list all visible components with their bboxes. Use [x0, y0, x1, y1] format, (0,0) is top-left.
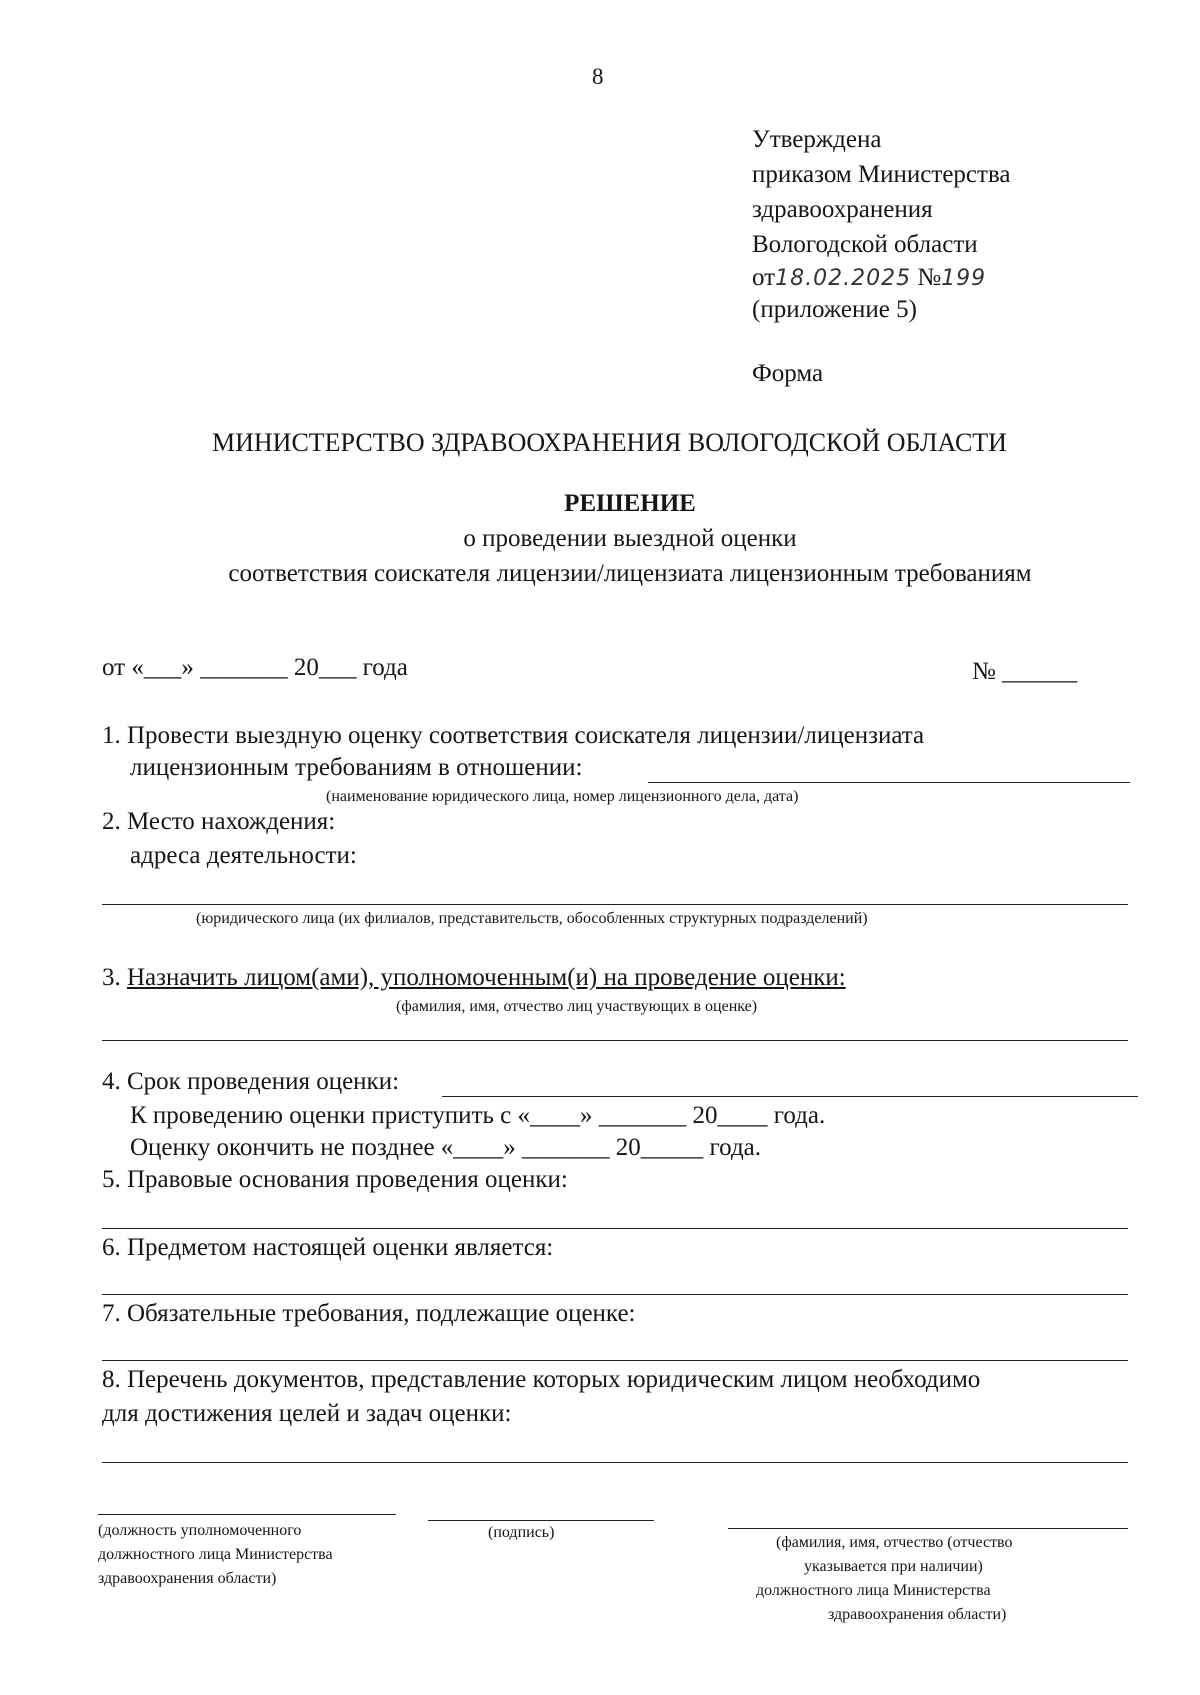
- item-4-line-3: Оценку окончить не позднее «____» _______ 20_____ года.: [130, 1134, 762, 1161]
- signature-name-caption-4: здравоохранения области): [828, 1606, 1007, 1623]
- signature-name-caption-2: указывается при наличии): [804, 1558, 983, 1575]
- signature-name-caption-1: (фамилия, имя, отчество (отчество: [776, 1534, 1013, 1551]
- item-4-line-1: 4. Срок проведения оценки:: [102, 1068, 400, 1095]
- item-1-fill-line: [648, 782, 1130, 783]
- approval-line-1: Утверждена: [752, 126, 882, 153]
- item-3: [102, 964, 846, 992]
- item-1-caption: (наименование юридического лица, номер лицензионного дела, дата): [326, 788, 799, 805]
- item-2-caption: (юридического лица (их филиалов, представительств, обособленных структурных подразделений): [196, 910, 868, 927]
- item-7: 7. Обязательные требования, подлежащие оценке:: [102, 1300, 636, 1327]
- document-subtitle-2: соответствия соискателя лицензии/лицензиата лицензионным требованиям: [228, 560, 1032, 587]
- item-7-fill-line: [102, 1360, 1128, 1361]
- signature-position-caption-2: должностного лица Министерства: [98, 1546, 333, 1563]
- item-4-line-2: К проведению оценки приступить с «____» _______ 20____ года.: [130, 1102, 826, 1129]
- item-2-fill-line: [102, 904, 1128, 905]
- item-2-line-2: адреса деятельности:: [130, 842, 357, 869]
- date-row: от «___» _______ 20___ года: [102, 654, 408, 681]
- signature-position-caption-1: (должность уполномоченного: [98, 1522, 302, 1539]
- item-3-fill-line: [102, 1040, 1128, 1041]
- item-3-caption: (фамилия, имя, отчество лиц участвующих в оценке): [396, 998, 758, 1015]
- signature-sign-line: [428, 1520, 654, 1521]
- approval-number-prefix: №: [917, 264, 942, 291]
- page-number: 8: [592, 64, 604, 89]
- item-2-line-1: 2. Место нахождения:: [102, 808, 336, 835]
- document-subtitle-1: о проведении выездной оценки: [463, 525, 797, 552]
- signature-name-caption-3: должностного лица Министерства: [756, 1582, 991, 1599]
- item-3-number: 3.: [102, 964, 127, 991]
- signature-position-line: [98, 1514, 396, 1515]
- approval-line-4: Вологодской области: [752, 231, 978, 258]
- number-row: № ______: [972, 658, 1078, 685]
- approval-date-prefix: от: [752, 264, 776, 291]
- document-title: РЕШЕНИЕ: [564, 490, 696, 517]
- item-8-line-1: 8. Перечень документов, представление которых юридическим лицом необходимо: [102, 1366, 981, 1393]
- item-5-fill-line: [102, 1228, 1128, 1229]
- approval-number-handwritten: 199: [941, 266, 987, 291]
- item-4-fill-line: [442, 1096, 1138, 1097]
- item-6-fill-line: [102, 1294, 1128, 1295]
- ministry-heading: МИНИСТЕРСТВО ЗДРАВООХРАНЕНИЯ ВОЛОГОДСКОЙ ОБЛАСТИ: [212, 428, 1007, 457]
- item-3-text: Назначить лицом(ами), уполномоченным(и) на проведение оценки:: [127, 964, 846, 991]
- item-5: 5. Правовые основания проведения оценки:: [102, 1166, 568, 1193]
- item-6: 6. Предметом настоящей оценки является:: [102, 1234, 554, 1261]
- approval-line-2: приказом Министерства: [752, 161, 1011, 188]
- signature-sign-caption: (подпись): [488, 1524, 555, 1541]
- approval-line-3: здравоохранения: [752, 196, 933, 223]
- signature-position-caption-3: здравоохранения области): [98, 1570, 277, 1587]
- item-1-line-2: лицензионным требованиям в отношении:: [130, 754, 583, 781]
- approval-appendix: (приложение 5): [752, 296, 917, 323]
- item-1-line-1: 1. Провести выездную оценку соответствия соискателя лицензии/лицензиата: [102, 722, 925, 749]
- item-8-line-2: для достижения целей и задач оценки:: [102, 1400, 512, 1427]
- form-label: Форма: [752, 360, 824, 387]
- approval-date-handwritten: 18.02.2025: [775, 266, 912, 291]
- item-8-fill-line: [102, 1462, 1128, 1463]
- signature-name-line: [728, 1528, 1128, 1529]
- approval-date-line: [752, 264, 986, 292]
